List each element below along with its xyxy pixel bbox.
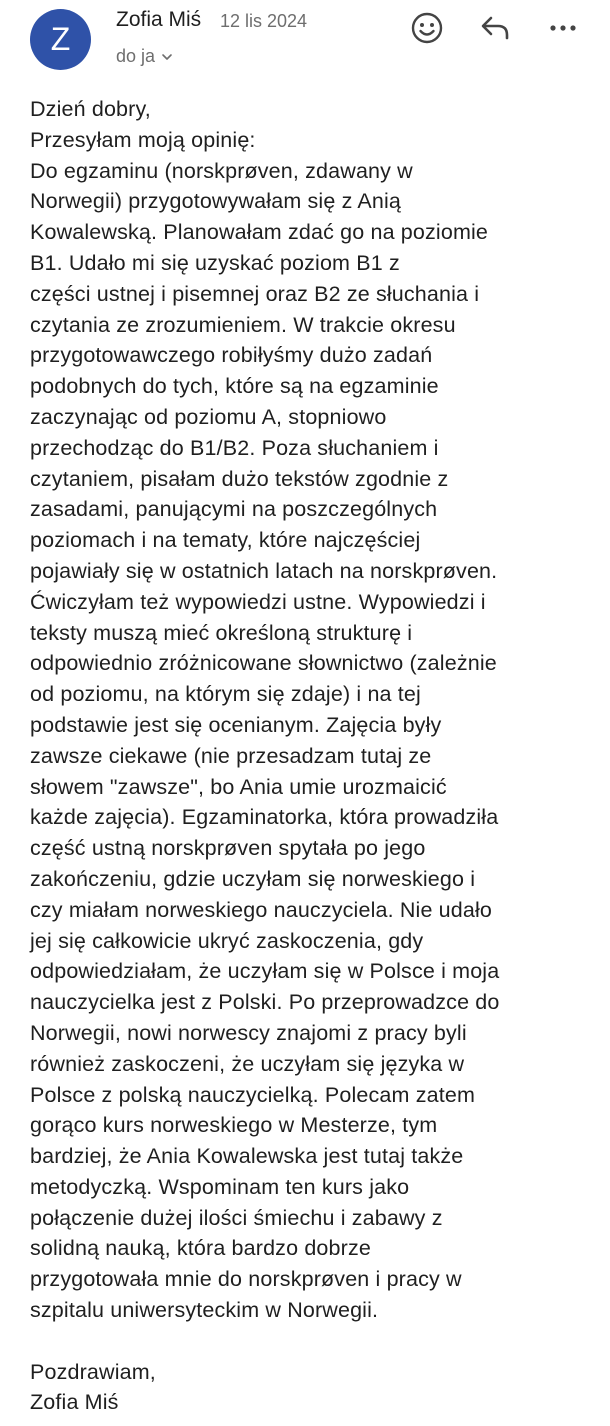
body-line: przygotowała mnie do norskprøven i pracy w <box>30 1267 462 1292</box>
body-line: połączenie dużej ilości śmiechu i zabawy z <box>30 1205 443 1230</box>
body-line: Kowalewską. Planowałam zdać go na poziomie <box>30 220 489 245</box>
body-line: część ustną norskprøven spytała po jego <box>30 836 426 861</box>
body-line: Polsce z polską nauczycielką. Polecam zatem <box>30 1082 476 1107</box>
body-line: każde zajęcia). Egzaminatorka, która prowadziła <box>30 805 499 830</box>
body-line: podstawie jest się ocenianym. Zajęcia były <box>30 712 442 737</box>
body-line: metodyczką. Wspominam ten kurs jako <box>30 1174 410 1199</box>
body-line: podobnych do tych, które są na egzaminie <box>30 374 439 399</box>
sender-avatar[interactable]: Z <box>30 9 91 70</box>
body-line: Do egzaminu (norskprøven, zdawany w <box>30 158 413 183</box>
chevron-down-icon <box>161 51 173 63</box>
body-line: przechodząc do B1/B2. Poza słuchaniem i <box>30 435 439 460</box>
body-line: poziomach i na tematy, które najczęściej <box>30 528 421 553</box>
message-body <box>30 94 600 1418</box>
body-line: zaczynając od poziomu A, stopniowo <box>30 404 387 429</box>
body-line: części ustnej i pisemnej oraz B2 ze słuchania i <box>30 281 480 306</box>
body-line: również zaskoczeni, że uczyłam się języka w <box>30 1051 465 1076</box>
smiley-face-icon <box>410 11 444 45</box>
message-header <box>0 0 610 90</box>
body-line: zawsze ciekawe (nie przesadzam tutaj ze <box>30 743 432 768</box>
body-line: czytania ze zrozumieniem. W trakcie okresu <box>30 312 456 337</box>
body-line: teksty muszą mieć określoną strukturę i <box>30 620 413 645</box>
greeting: Dzień dobry, <box>30 97 151 121</box>
body-line: zasadami, panującymi na poszczególnych <box>30 497 438 522</box>
body-line: gorąco kurs norweskiego w Mesterze, tym <box>30 1113 438 1138</box>
recipient-label: do ja <box>116 46 156 66</box>
more-options-button[interactable] <box>543 8 583 48</box>
body-line: czy miałam norweskiego nauczyciela. Nie udało <box>30 897 493 922</box>
body-line: zakończeniu, gdzie uczyłam się norweskiego i <box>30 866 476 891</box>
signature: Zofia Miś <box>30 1390 119 1415</box>
blank-line <box>30 1326 600 1357</box>
body-line: czytaniem, pisałam dużo tekstów zgodnie z <box>30 466 449 491</box>
reply-arrow-icon <box>478 11 512 45</box>
body-line: odpowiedziałam, że uczyłam się w Polsce i moja <box>30 959 500 984</box>
message-date: 12 lis 2024 <box>220 11 308 31</box>
closing: Pozdrawiam, <box>30 1359 156 1384</box>
sender-name[interactable]: Zofia Miś <box>116 8 202 31</box>
recipient-toggle[interactable] <box>116 46 173 67</box>
body-line: B1. Udało mi się uzyskać poziom B1 z <box>30 250 400 275</box>
body-line: od poziomu, na którym się zdaje) i na tej <box>30 682 421 707</box>
reply-button[interactable] <box>475 8 515 48</box>
body-line: solidną nauką, która bardzo dobrze <box>30 1236 371 1261</box>
body-line: przygotowawczego robiłyśmy dużo zadań <box>30 343 433 368</box>
more-horizontal-icon <box>546 11 580 45</box>
add-reaction-button[interactable] <box>407 8 447 48</box>
body-line: słowem "zawsze", bo Ania umie urozmaicić <box>30 774 447 799</box>
body-line: nauczycielka jest z Polski. Po przeprowadzce do <box>30 990 500 1015</box>
body-line: bardziej, że Ania Kowalewska jest tutaj także <box>30 1144 464 1169</box>
body-line: szpitalu uniwersyteckim w Norwegii. <box>30 1298 379 1323</box>
body-line: odpowiednio zróżnicowane słownictwo (zależnie <box>30 651 497 676</box>
body-line: Przesyłam moją opinię: <box>30 127 256 152</box>
body-line: Norwegii) przygotowywałam się z Anią <box>30 189 402 214</box>
body-line: Norwegii, nowi norwescy znajomi z pracy byli <box>30 1020 467 1045</box>
body-line: pojawiały się w ostatnich latach na norskprøven. <box>30 558 498 583</box>
body-line: Ćwiczyłam też wypowiedzi ustne. Wypowiedzi i <box>30 589 486 614</box>
message-paragraph <box>30 125 600 1326</box>
body-line: jej się całkowicie ukryć zaskoczenia, gdy <box>30 928 424 953</box>
